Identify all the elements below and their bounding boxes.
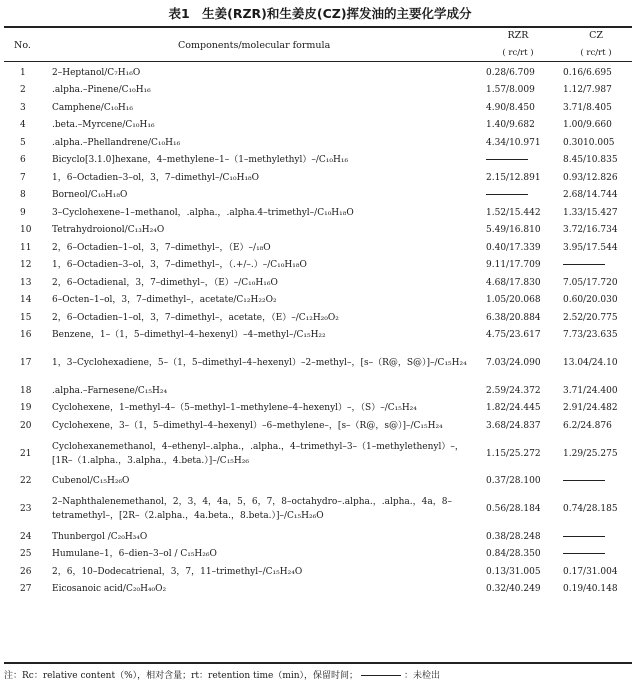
component-formula: 2，6，10–Dodecatrienal，3，7，11–trimethyl–/C₁₅H₂₄O [52,566,303,577]
cz-value: 3.71/8.405 [563,102,612,113]
header-no: No. [14,40,31,51]
not-detected-dash [486,159,528,160]
component-formula: Benzene，1–（1，5–dimethyl–4–hexenyl）–4–methyl–/C₁₅H₂₂ [52,330,326,341]
table-row [0,435,640,473]
rzr-value: 2.15/12.891 [486,172,541,183]
cz-value: 3.95/17.544 [563,242,618,253]
row-number: 11 [20,242,32,253]
component-formula: 2–Heptanol/C₇H₁₆O [52,67,141,78]
rzr-value: 4.34/10.971 [486,137,541,148]
rzr-value: 4.75/23.617 [486,330,541,341]
cz-value [563,474,635,488]
component-formula: Humulane–1，6–dien–3–ol / C₁₅H₂₆O [52,549,217,560]
bottom-rule [4,662,632,664]
rzr-value: 2.59/24.372 [486,385,541,396]
component-formula: .alpha.–Phellandrene/C₁₀H₁₆ [52,137,181,148]
note-suffix: ：未检出 [404,671,441,681]
component-formula: Camphene/C₁₀H₁₆ [52,102,133,113]
row-number: 8 [20,190,26,201]
table-row [0,187,640,205]
table-row [0,152,640,170]
cz-value: 13.04/24.10 [563,358,618,368]
component-formula: Cubenol/C₁₅H₂₆O [52,476,130,487]
table-title: 表1 生姜(RZR)和生姜皮(CZ)挥发油的主要化学成分 [168,6,472,21]
cz-value: 3.72/16.734 [563,225,618,236]
header-rzr: RZR [507,30,529,41]
not-detected-symbol [361,675,401,676]
rzr-value: 0.32/40.249 [486,584,541,595]
table-row [0,239,640,257]
table-row [0,99,640,117]
table-row [0,309,640,327]
rzr-value: 6.38/20.884 [486,312,541,323]
cz-value [563,530,635,544]
rzr-value: 7.03/24.090 [486,358,541,368]
table-row [0,490,640,528]
header-components: Components/molecular formula [178,40,331,51]
component-formula: 1，6–Octadien–3–ol，3，7–dimethyl–，（.+/–.）–/C₁₀H₁₈O [52,260,307,271]
row-number: 3 [20,102,26,113]
cz-value: 0.17/31.004 [563,566,618,577]
row-number: 7 [20,172,26,183]
rzr-value: 1.57/8.009 [486,85,535,96]
component-formula: .beta.–Myrcene/C₁₀H₁₆ [52,120,155,131]
component-formula: Bicyclo[3.1.0]hexane，4–methylene–1–（1–methylethyl）–/C₁₀H₁₆ [52,155,349,166]
rzr-value: 1.05/20.068 [486,295,541,306]
component-formula: 1，3–Cyclohexadiene，5–（1，5–dimethyl–4–hexenyl）–2–methyl–，[s–（R@，S@）]–/C₁₅H₂₄ [52,358,467,368]
table-row [0,64,640,82]
rzr-value: 1.82/24.445 [486,403,541,414]
table-row [0,563,640,581]
row-number: 21 [20,448,32,459]
row-number: 10 [20,225,32,236]
table-body [0,64,640,598]
component-formula: Thunbergol /C₂₀H₃₄O [52,531,148,542]
component-formula: Borneol/C₁₀H₁₈O [52,190,128,201]
row-number: 4 [20,120,26,131]
rzr-value: 0.56/28.184 [486,504,541,514]
note-prefix: 注：Rc：relative content（%），相对含量；rt：retention time（min），保留时间； [4,671,359,681]
row-number: 14 [20,295,32,306]
rzr-value: 0.28/6.709 [486,67,535,78]
cz-value: 2.52/20.775 [563,312,618,323]
row-number: 5 [20,137,26,148]
component-formula: Eicosanoic acid/C₂₀H₄₀O₂ [52,584,167,595]
table-row [0,134,640,152]
not-detected-dash [563,536,605,537]
table-row [0,581,640,599]
component-formula: 3–Cyclohexene–1–methanol，.alpha.，.alpha.4–trimethyl–/C₁₀H₁₈O [52,207,354,218]
table-row [0,382,640,400]
table-row [0,257,640,275]
cz-value [563,258,635,272]
cz-value: 0.19/40.148 [563,584,618,595]
table-row [0,528,640,546]
cz-value [563,547,635,561]
row-number: 12 [20,260,32,271]
table-row [0,82,640,100]
table-row [0,274,640,292]
component-formula: 2，6–Octadien–1–ol，3，7–dimethyl–，（E）–/₁₈O [52,242,271,253]
component-formula: Cyclohexanemethanol，4–ethenyl–.alpha.，.alpha.，4–trimethyl–3–（1–methylethenyl）–，[1R–（1.alpha.，3.alpha.，4.beta.）]–/C₁₅H₂₆ [52,441,464,466]
cz-value: 1.00/9.660 [563,120,612,131]
rzr-value: 3.68/24.837 [486,420,541,431]
rzr-value: 1.15/25.272 [486,448,541,459]
component-formula: 6–Octen–1–ol，3，7–dimethyl–，acetate/C₁₂H₂₂O₂ [52,295,277,306]
table-note [4,668,440,681]
rzr-value: 0.38/28.248 [486,531,541,542]
component-formula: .alpha.–Farnesene/C₁₅H₂₄ [52,385,168,396]
table-row [0,117,640,135]
not-detected-dash [563,553,605,554]
cz-value: 8.45/10.835 [563,155,618,166]
top-rule [4,26,632,28]
cz-value: 7.73/23.635 [563,330,618,341]
row-number: 27 [20,584,32,595]
cz-value: 0.93/12.826 [563,172,618,183]
header-cz: CZ [589,30,603,41]
component-formula: 2，6–Octadienal，3，7–dimethyl–，（E）–/C₁₀H₁₆O [52,277,278,288]
rzr-value: 5.49/16.810 [486,225,541,236]
component-formula: Tetrahydroionol/C₁₃H₂₄O [52,225,165,236]
table-row [0,344,640,382]
component-formula: 1，6–Octadien–3–ol，3，7–dimethyl–/C₁₀H₁₈O [52,172,260,183]
row-number: 9 [20,207,26,218]
cz-value: 0.3010.005 [563,137,615,148]
row-number: 1 [20,67,26,78]
component-formula: .alpha.–Pinene/C₁₀H₁₆ [52,85,151,96]
rzr-value: 0.40/17.339 [486,242,541,253]
table-row [0,417,640,435]
table-row [0,292,640,310]
cz-value: 1.33/15.427 [563,207,618,218]
table-row [0,473,640,491]
row-number: 13 [20,277,32,288]
row-number: 25 [20,549,32,560]
cz-value: 1.12/7.987 [563,85,612,96]
cz-value: 0.60/20.030 [563,295,618,306]
row-number: 18 [20,385,32,396]
not-detected-dash [563,480,605,481]
row-number: 22 [20,476,32,487]
rzr-value: 4.68/17.830 [486,277,541,288]
component-formula: 2–Naphthalenemethanol，2，3，4，4a，5，6，7，8–octahydro–.alpha.，.alpha.，4a，8–tetramethyl–，[2R–（2.alpha.，4a.beta.，8.beta.）]–/C₁₅H₂₆O [52,497,452,521]
row-number: 2 [20,85,26,96]
table-row [0,169,640,187]
table-row [0,327,640,345]
rzr-value: 1.40/9.682 [486,120,535,131]
rzr-value: 0.37/28.100 [486,476,541,487]
component-formula: Cyclohexene，3–（1，5–dimethyl–4–hexenyl）–6–methylene–，[s–（R@，s@）]–/C₁₅H₂₄ [52,420,443,431]
component-formula: 2，6–Octadien–1–ol，3，7–dimethyl–，acetate，（E）–/C₁₂H₂₀O₂ [52,312,339,323]
row-number: 23 [20,504,32,514]
row-number: 19 [20,403,32,414]
header-rule [4,61,632,62]
not-detected-dash [486,194,528,195]
row-number: 17 [20,358,32,368]
row-number: 20 [20,420,32,431]
cz-value: 0.16/6.695 [563,67,612,78]
rzr-value [486,188,556,202]
rzr-value: 9.11/17.709 [486,260,541,271]
row-number: 24 [20,531,32,542]
cz-value: 2.91/24.482 [563,403,618,414]
table-row [0,222,640,240]
cz-value: 0.74/28.185 [563,504,618,514]
rzr-value: 0.13/31.005 [486,566,541,577]
header-cz-unit: ( rc/rt ) [580,48,612,58]
table-row [0,400,640,418]
rzr-value: 4.90/8.450 [486,102,535,113]
rzr-value: 1.52/15.442 [486,207,541,218]
cz-value: 1.29/25.275 [563,448,618,459]
rzr-value [486,153,556,167]
cz-value: 7.05/17.720 [563,277,618,288]
cz-value: 6.2/24.876 [563,420,612,431]
row-number: 15 [20,312,32,323]
row-number: 26 [20,566,32,577]
table-row [0,204,640,222]
cz-value: 3.71/24.400 [563,385,618,396]
table-row [0,546,640,564]
rzr-value: 0.84/28.350 [486,549,541,560]
row-number: 16 [20,330,32,341]
row-number: 6 [20,155,26,166]
header-rzr-unit: ( rc/rt ) [502,48,534,58]
cz-value: 2.68/14.744 [563,190,618,201]
component-formula: Cyclohexene，1–methyl–4–（5–methyl–1–methylene–4–hexenyl）–，（S）–/C₁₅H₂₄ [52,403,417,414]
not-detected-dash [563,264,605,265]
